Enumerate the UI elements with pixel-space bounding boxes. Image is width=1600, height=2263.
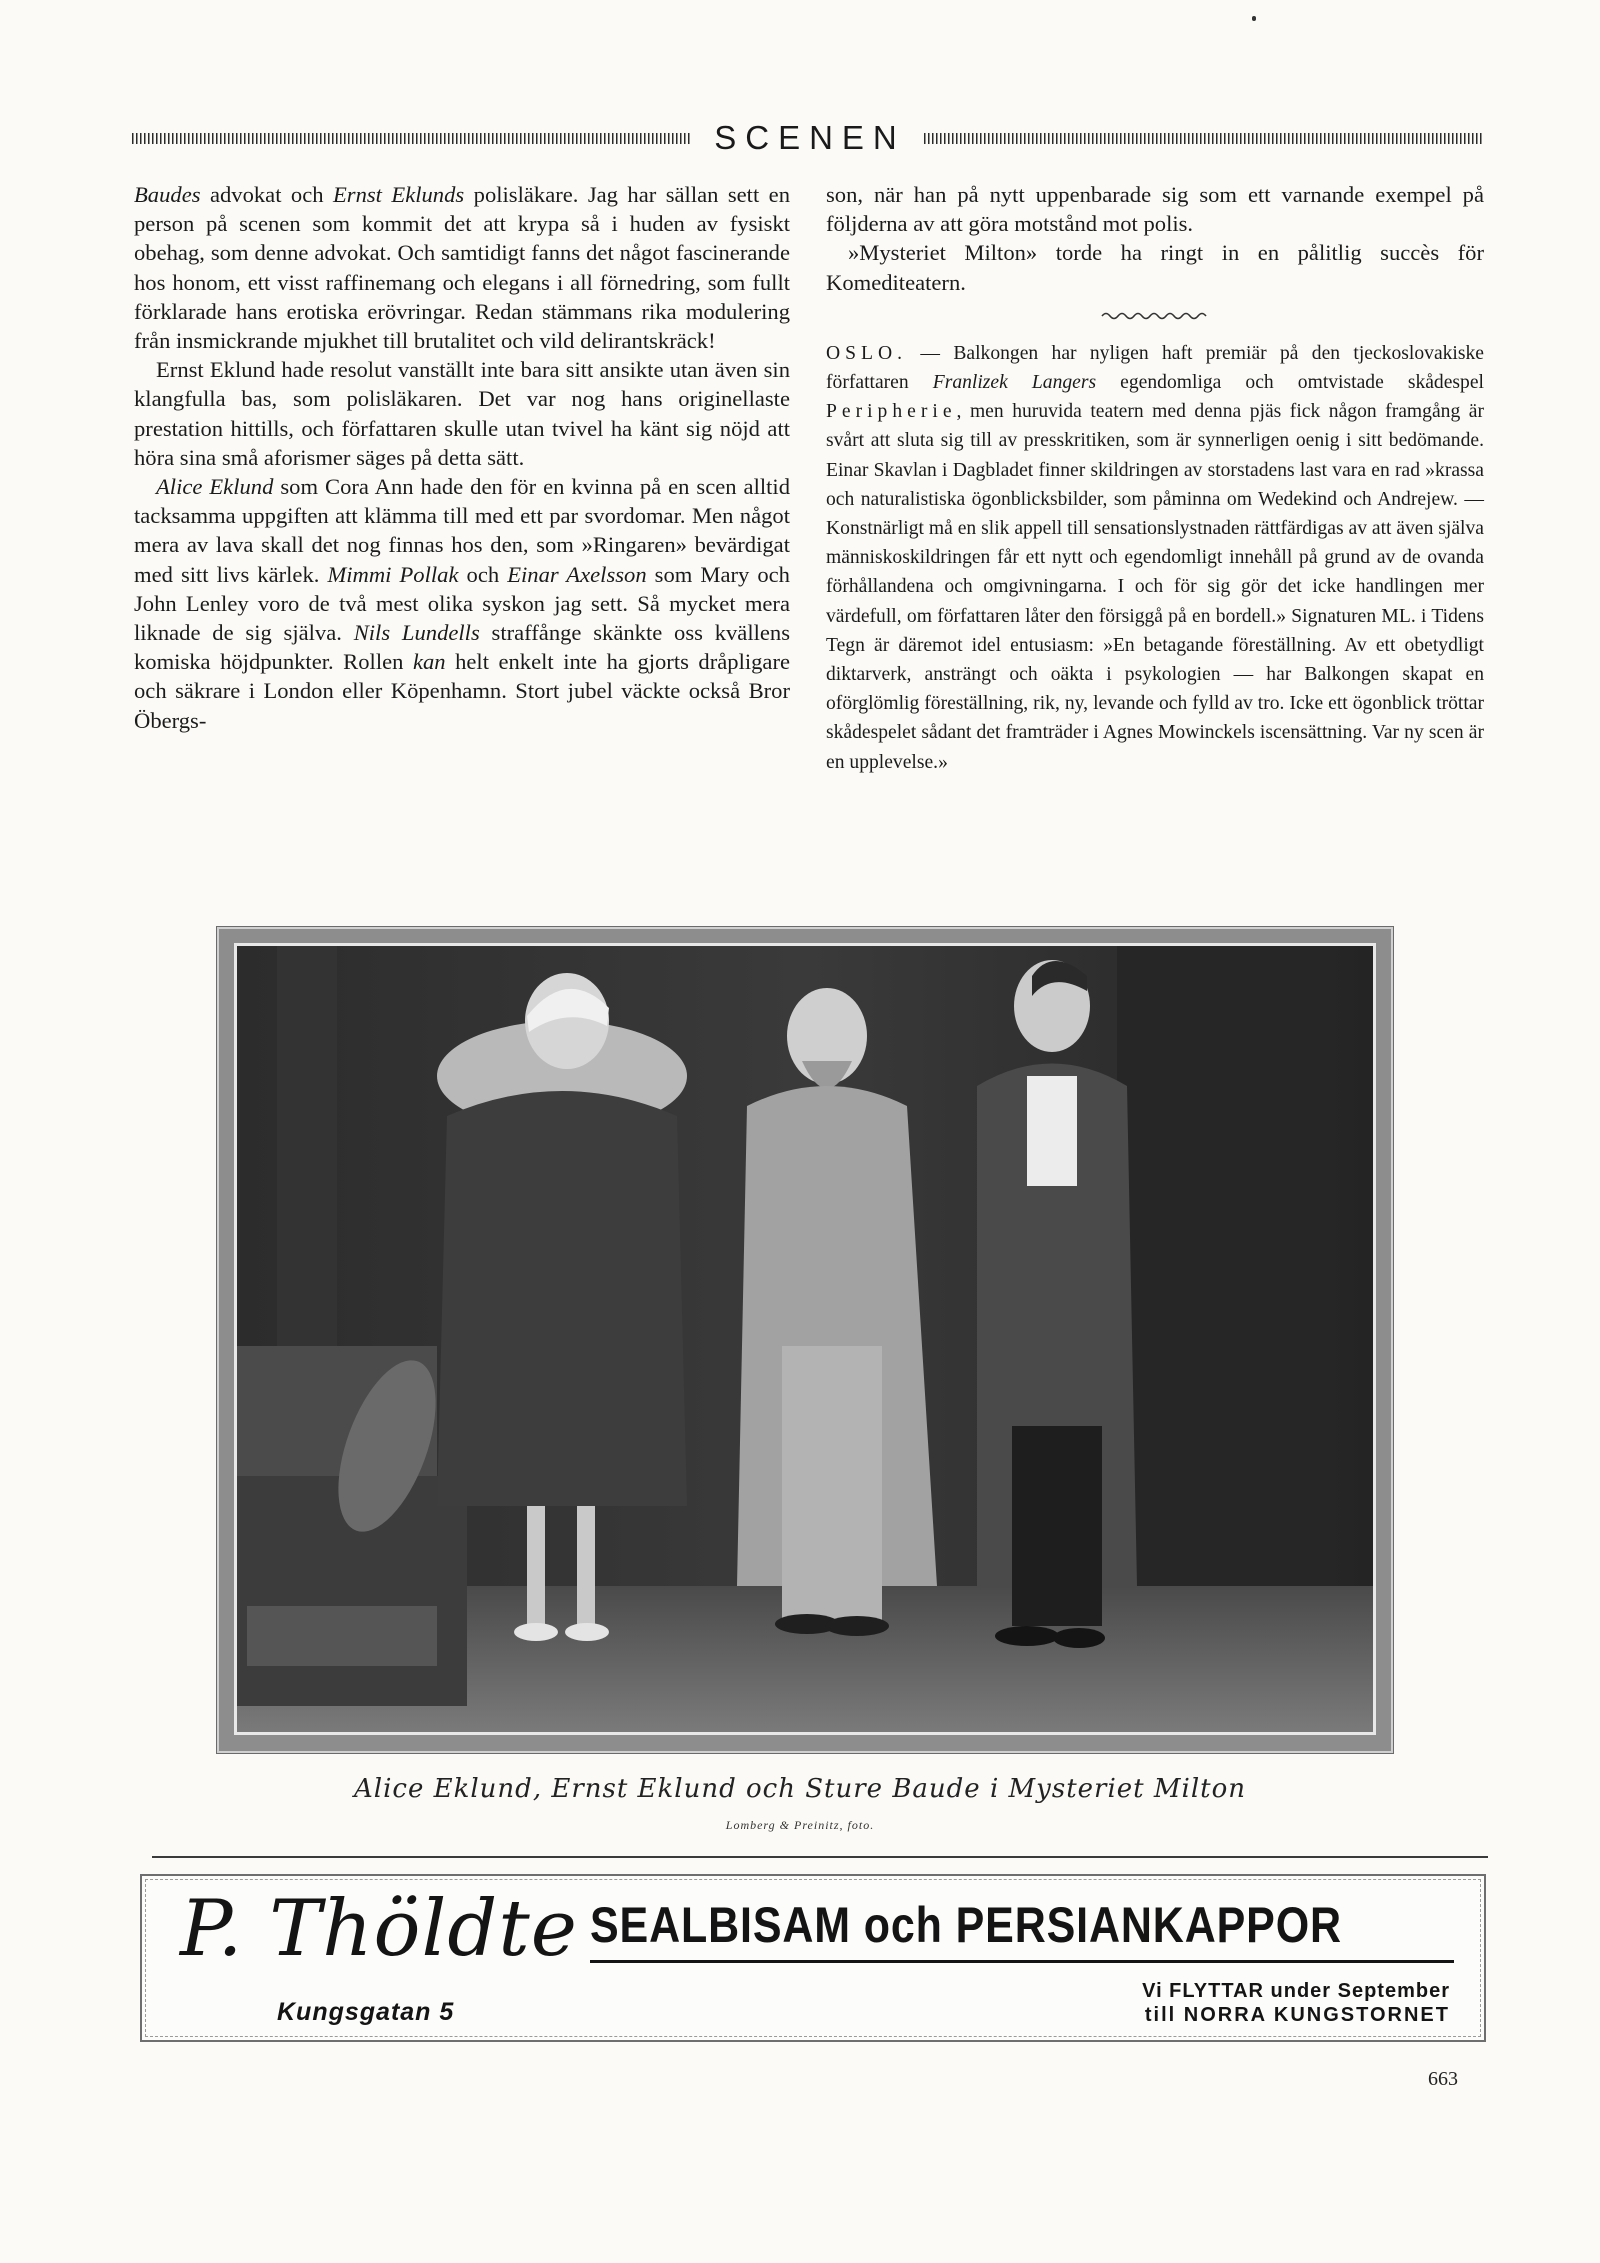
ink-speck xyxy=(1252,16,1256,21)
text-run: Ernst Eklund hade resolut vanställt inte bara sitt ansikte utan även sin klangfulla bas, som polisläkaren. Det var nog hans originellaste prestation hittills, och författaren skulle utan tvivel ha känt sig nöjd att höra sina små aforismer säges på detta sätt. xyxy=(134,357,790,470)
production-photo xyxy=(216,926,1394,1754)
ad-street-address: Kungsgatan 5 xyxy=(277,1998,455,2026)
text-run: egendomliga och omtvistade skådespel xyxy=(1096,372,1484,394)
photo-credit: Lomberg & Preinitz, foto. xyxy=(725,1818,875,1832)
section-divider-line xyxy=(152,1856,1488,1858)
text-run: straffånge skänkte oss kvällens komiska höjdpunkter. Rollen xyxy=(134,620,791,675)
text-run: polisläkare. Jag har sällan sett en person på scenen som kommit det att krypa så i huden av fysiskt obehag, som denne advokat. Och samtidigt fanns det något fascinerande hos honom, ett visst raffinemang och elegans i all förnedring, som fullt förklarade hans erotiska erövringar. Redan stämmans rika modulering från insmickrande mjukhet till brutalitet och vild delirantskräck! xyxy=(134,182,791,354)
sofa-shape xyxy=(237,1346,467,1706)
spaced-text: OSLO. xyxy=(826,342,908,364)
article-paragraph xyxy=(826,238,1484,296)
header-rule-right xyxy=(924,133,1482,144)
right-column xyxy=(826,180,1484,777)
section-title: SCENEN xyxy=(714,119,906,156)
text-run: som Mary och John Lenley voro de två mest olika syskon jag sett. Så mycket mera liknade de sig själva. xyxy=(134,561,790,646)
spaced-text: Peripherie xyxy=(826,401,957,423)
text-run: son, när han på nytt uppenbarade sig som ett varnande exempel på följderna av att göra motstånd mot polis. xyxy=(826,182,1484,237)
stage-photograph xyxy=(234,943,1376,1735)
ad-headline: SEALBISAM och PERSIANKAPPOR xyxy=(590,1897,1342,1953)
page-number: 663 xyxy=(1428,2068,1458,2090)
wave-divider-ornament xyxy=(1100,309,1210,323)
text-run: helt enkelt inte ha gjorts dråpligare och säkrare i London eller Köpenhamn. Stort jubel väckte också Bror Öbergs- xyxy=(134,649,790,733)
italic-name: Nils Lundells xyxy=(353,620,480,646)
photo-caption: Alice Eklund, Ernst Eklund och Sture Baude i Mysteriet Milton xyxy=(354,1774,1246,1804)
ad-notice-line2: till NORRA KUNGSTORNET xyxy=(1144,2004,1450,2026)
italic-name: Einar Axelsson xyxy=(507,561,647,587)
ad-brand-name: P. Thöldte xyxy=(180,1884,578,1974)
italic-name: Mimmi Pollak xyxy=(327,561,459,587)
article-paragraph xyxy=(134,472,790,735)
text-run: »Mysteriet Milton» torde ha ringt in en pålitlig succès för Komediteatern. xyxy=(826,240,1484,295)
review-continuation xyxy=(826,180,1484,297)
text-run: , men huruvida teatern med denna pjäs fick någon framgång är svårt att sluta sig till av presskritiken, som är synnerligen oenig i sitt bedömande. Einar Skavlan i Dagbladet finner skildringen av storstadens last vara en rad »krassa och naturalistiska ögonblicksbilder, som påminna om Wedekind och Andrejew. — Konstnärligt må en slik appell till sensationslystnaden rättfärdigas av att även själva människoskildringen får ett nytt och egendomligt innehåll på grund av de ovanda förhållandena och omgivningarna. I och för sig gör det icke handlingen mer värdefull, om författaren låter den försiggå på en bordell.» Signaturen ML. i Tidens Tegn är däremot idel entusiasm: »En betagande föreställning. Av ett obetydligt diktarverk, ansträngt och oäkta i psykologien — har Balkongen skapat en oförglömlig föreställning, rik, ny, levande och fylld av tro. Icke ett ögonblick tröttar skådespelet sådant det framträder i Agnes Mowinckels iscensättning. Var ny scen är en upplevelse.» xyxy=(826,401,1484,773)
text-run: som Cora Ann hade den för en kvinna på en scen alltid tacksamma uppgiften att klämma till med ett par svordomar. Men något mera av lava skall det nog finnas hos den, som »Ringaren» bevärdigat med sitt livs kärlek. xyxy=(134,474,790,587)
photo-illustration xyxy=(237,946,1373,1732)
article-paragraph xyxy=(134,180,790,355)
article-paragraph xyxy=(134,355,790,472)
italic-name: Ernst Eklunds xyxy=(333,182,465,207)
italic-name: Franlizek Langers xyxy=(932,372,1097,394)
italic-name: Baudes xyxy=(134,182,201,207)
italic-name: Alice Eklund xyxy=(156,474,274,500)
text-run: — Balkongen har nyligen haft premiär på den tjeckoslovakiske författaren xyxy=(826,342,1484,394)
header-rule-left xyxy=(132,133,690,144)
article-paragraph xyxy=(826,180,1484,238)
oslo-review-paragraph xyxy=(826,339,1484,777)
text-run: och xyxy=(458,561,508,587)
section-header xyxy=(132,118,1482,158)
advertisement-box xyxy=(140,1874,1486,2042)
italic-name: kan xyxy=(412,649,446,675)
text-run: advokat och xyxy=(200,182,333,207)
ad-notice-line1: Vi FLYTTAR under September xyxy=(1142,1980,1450,2002)
left-column xyxy=(134,180,790,735)
ad-headline-rule xyxy=(590,1960,1454,1963)
